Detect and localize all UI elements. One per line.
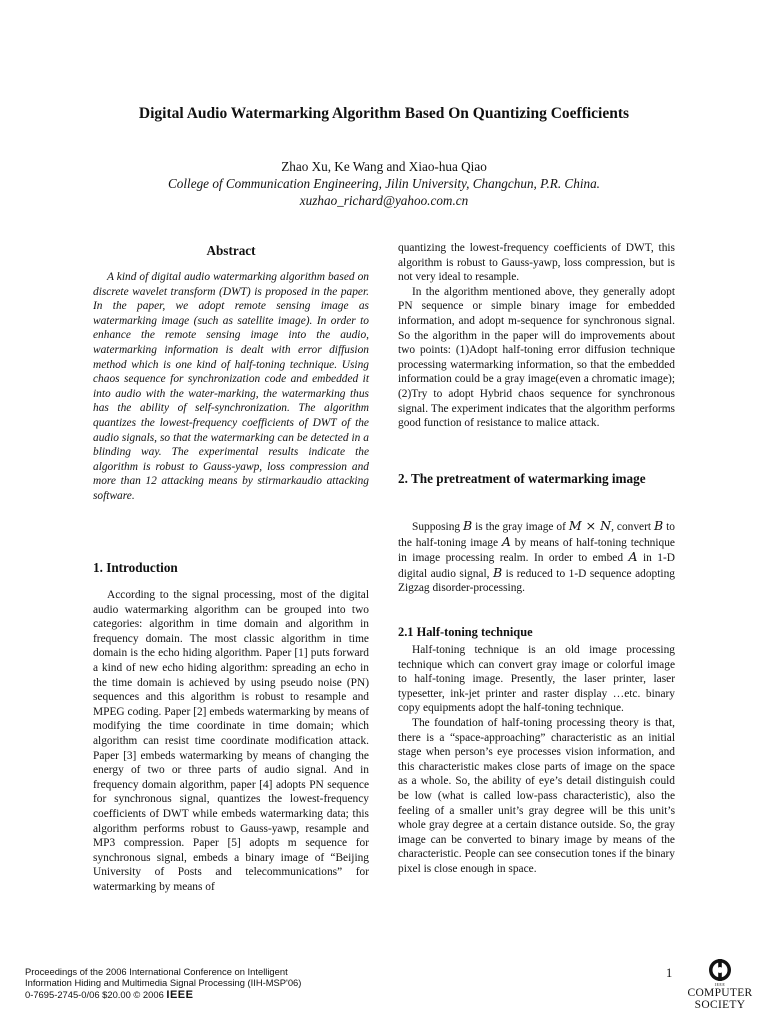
paper-title: Digital Audio Watermarking Algorithm Based On Quantizing Coefficients (138, 105, 630, 122)
s2-text-3: , convert (611, 521, 652, 533)
symbol-b: B (653, 518, 664, 533)
section2-paragraph (398, 519, 675, 596)
halftoning-body (398, 643, 675, 877)
abstract-heading: Abstract (206, 243, 256, 258)
author-names: Zhao Xu, Ke Wang and Xiao-hua Qiao (281, 159, 487, 174)
abstract-text: A kind of digital audio watermarking algorithm based on discrete wavelet transform (DWT) is proposed in the paper. In the paper, we adopt remote sensing image as watermarking image (such as satellite image). In order to enhance the remote sensing image into the audio, watermarking information is dealt with error diffusion method which is one kind of half-toning technique. Using chaos sequence for synchronization code and embedded it into audio with the water-marking, the watermarking thus has the ability of self-synchronization. The algorithm quantizes the lowest-frequency coefficients of DWT of the audio signals, so that the watermarking can be detected in a blinding way. The experimental results indicate the algorithm is robust to Gauss-yawp, loss compression and more than 12 attacking means by stirmarkaudio attacking software. (93, 271, 369, 502)
right-column-top (398, 241, 675, 431)
s2-text-5: by means of half-toning technique in image processing realm. In order to embed (398, 536, 675, 565)
s2-text-1: Supposing (412, 521, 461, 533)
s2-text-7: is reduced to 1-D sequence adopting Zigzag disorder-processing. (398, 567, 675, 595)
symbol-b: B (463, 518, 473, 533)
author-block (0, 158, 768, 209)
author-email: xuzhao_richard@yahoo.com.cn (299, 193, 469, 208)
s2-text-6: in 1-D digital audio signal, (398, 552, 675, 580)
author-affiliation: College of Communication Engineering, Jilin University, Changchun, P.R. China. (168, 176, 600, 191)
symbol-b: B (492, 564, 503, 580)
ieee-wordmark: IEEE (166, 988, 194, 1001)
halftoning-paragraph-2: The foundation of half-toning processing theory is that, there is a “space-approaching” characteristic as an initial stage when person’s eye processes vision information, and this characteristic makes close parts of image on the space as a whole. So, the ability of eye’s detail distinguish could be low (what is called low-pass characteristic), also the feeling of a smaller unit’s gray degree will be this unit’s whole gray degree at a certain distance outside. So, the gray image can be converted to binary image by means of the characteristic. People can see consecution tones if the binary pixel is close enough in space. (398, 716, 675, 875)
footer-line-1: Proceedings of the 2006 International Conference on Intelligent (25, 966, 288, 977)
s2-text-2: is the gray image of (475, 521, 566, 533)
page-number: 1 (666, 966, 673, 980)
computer-society-emblem-icon (707, 958, 733, 982)
symbol-a: A (628, 549, 638, 565)
footer-line-3: 0-7695-2745-0/06 $20.00 © 2006 (25, 988, 164, 1000)
intro-paragraph: According to the signal processing, most of the digital audio watermarking algorithm can be grouped into two categories: algorithm in time domain and algorithm in frequency domain. The most classic algorithm in time domain is the echo hiding algorithm. Paper [1] puts forward a kind of new echo hiding algorithm: spreading an echo in the time domain is achieved by using pseudo noise (PN) sequences and this algorithm is robust to resample and MPEG coding. Paper [2] embeds watermarking by means of modifying the time coordinate in time domain; which algorithm can resist time coordinate modification attack. Paper [3] embeds watermarking by means of changing the energy of two or three parts of audio signal. And in frequency domain algorithm, paper [4] adopts PN sequence for synchronous signal, quantizes the lowest-frequency coefficients of DWT while embeds watermarking data; this algorithm performs robust to Gauss-yawp, resample and MP3 compression. Paper [5] adopts m sequence for synchronous signal, embeds a binary image of “Beijing University of Posts and telecommunications” for watermarking by means of (93, 589, 369, 893)
logo-line-2: SOCIETY (694, 999, 746, 1011)
logo-line-1: COMPUTER (687, 987, 753, 999)
section2-heading: 2. The pretreatment of watermarking image (398, 471, 646, 486)
improvements-paragraph: In the algorithm mentioned above, they generally adopt PN sequence or simple binary image for embedded information, and adopt m-sequence for synchronous signal. So the algorithm in the paper will do improvements about two points: (1)Adopt half-toning error diffusion technique processing watermarking information, so that the embedded information could be a gray image(even a chromatic image); (2)Try to adopt Hybrid chaos sequence for synchronous signal. The experiment indicates that the algorithm performs good function of resistance to malice attack. (398, 285, 675, 430)
logo-small-text: IEEE (714, 982, 726, 987)
subsection-heading: 2.1 Half-toning technique (398, 625, 533, 639)
intro-heading: 1. Introduction (93, 560, 178, 575)
proceedings-footer (25, 966, 301, 1001)
intro-body (93, 588, 369, 894)
symbol-a: A (501, 533, 511, 549)
symbol-mxn: M × N (568, 518, 612, 533)
computer-society-logo (680, 958, 760, 1020)
section2-body (398, 519, 675, 596)
footer-line-2: Information Hiding and Multimedia Signal Processing (IIH-MSP'06) (25, 977, 302, 989)
s2-text-4: to the half-toning image (398, 521, 675, 549)
continued-paragraph: quantizing the lowest-frequency coefficients of DWT, this algorithm is robust to Gauss-yawp, loss compression, but is not very ideal to resample. (398, 242, 675, 284)
halftoning-paragraph-1: Half-toning technique is an old image processing technique which can convert gray image or colorful image to half-toning image. Presently, the laser printer, laser typesetter, ink-jet printer and raster display …etc. binary copy equipments adopt the half-toning technique. (398, 644, 675, 715)
